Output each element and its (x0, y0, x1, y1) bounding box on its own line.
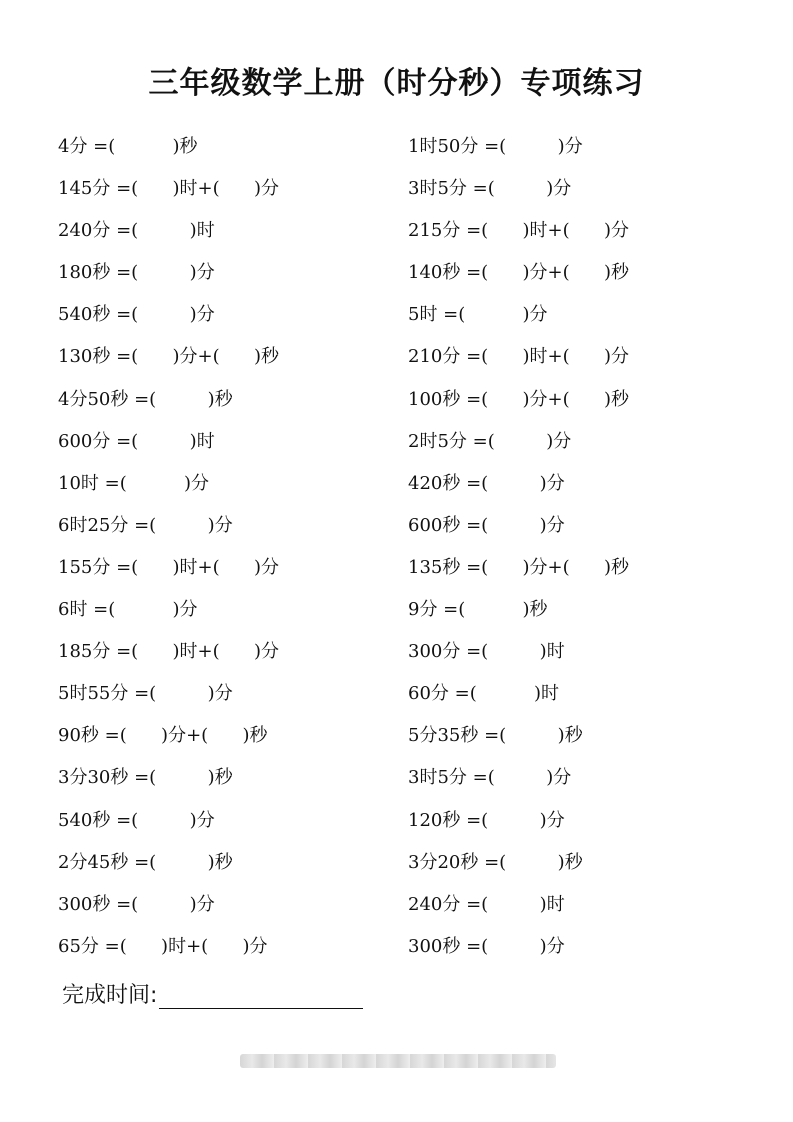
question-text: 420秒 =( )分 (408, 472, 565, 494)
question-item (58, 294, 279, 336)
question-text: 3分20秒 =( )秒 (408, 851, 583, 873)
page-title: 三年级数学上册（时分秒）专项练习 (148, 66, 645, 101)
question-text: 140秒 =( )分+( )秒 (408, 262, 629, 284)
question-item (408, 715, 629, 757)
question-item (408, 673, 629, 715)
question-text: 100秒 =( )分+( )秒 (408, 388, 629, 410)
question-item (408, 379, 629, 421)
question-text: 3时5分 =( )分 (408, 178, 572, 200)
question-text: 300秒 =( )分 (58, 893, 215, 915)
question-item (408, 252, 629, 294)
question-item (408, 210, 629, 252)
question-item (58, 589, 279, 631)
question-item (58, 252, 279, 294)
question-text: 600秒 =( )分 (408, 514, 565, 536)
question-text: 300秒 =( )分 (408, 935, 565, 957)
question-text: 65分 =( )时+( )分 (58, 935, 268, 957)
question-item (408, 547, 629, 589)
question-text: 3时5分 =( )分 (408, 767, 572, 789)
question-text: 120秒 =( )分 (408, 809, 565, 831)
question-text: 540秒 =( )分 (58, 304, 215, 326)
question-text: 6时25分 =( )分 (58, 514, 233, 536)
question-item (408, 463, 629, 505)
question-text: 5时55分 =( )分 (58, 683, 233, 705)
question-text: 135秒 =( )分+( )秒 (408, 556, 629, 578)
blurred-watermark (240, 1054, 556, 1068)
question-text: 210分 =( )时+( )分 (408, 346, 629, 368)
completion-time-blank[interactable] (159, 984, 363, 1009)
question-item (408, 421, 629, 463)
question-item (408, 589, 629, 631)
question-item (408, 884, 629, 926)
question-item (58, 673, 279, 715)
question-text: 145分 =( )时+( )分 (58, 178, 279, 200)
question-text: 4分50秒 =( )秒 (58, 388, 233, 410)
question-item (58, 168, 279, 210)
question-item (408, 336, 629, 378)
question-item (408, 842, 629, 884)
question-text: 9分 =( )秒 (408, 599, 548, 621)
question-text: 600分 =( )时 (58, 430, 215, 452)
question-text: 240分 =( )时 (58, 220, 215, 242)
question-text: 5分35秒 =( )秒 (408, 725, 583, 747)
question-text: 5时 =( )分 (408, 304, 548, 326)
left-question-column (58, 126, 279, 968)
question-item (408, 126, 629, 168)
question-item (408, 168, 629, 210)
question-text: 60分 =( )时 (408, 683, 559, 705)
question-item (58, 631, 279, 673)
question-item (58, 926, 279, 968)
question-text: 155分 =( )时+( )分 (58, 556, 279, 578)
question-text: 130秒 =( )分+( )秒 (58, 346, 279, 368)
question-item (58, 884, 279, 926)
question-text: 90秒 =( )分+( )秒 (58, 725, 268, 747)
question-item (58, 547, 279, 589)
question-text: 540秒 =( )分 (58, 809, 215, 831)
question-item (58, 715, 279, 757)
question-item (58, 379, 279, 421)
question-text: 2时5分 =( )分 (408, 430, 572, 452)
question-item (58, 842, 279, 884)
question-item (58, 126, 279, 168)
question-text: 2分45秒 =( )秒 (58, 851, 233, 873)
question-text: 180秒 =( )分 (58, 262, 215, 284)
question-text: 3分30秒 =( )秒 (58, 767, 233, 789)
question-text: 1时50分 =( )分 (408, 136, 583, 157)
question-item (58, 800, 279, 842)
question-item (58, 757, 279, 799)
question-item (408, 926, 629, 968)
completion-time-row (62, 978, 363, 1009)
question-item (58, 421, 279, 463)
question-item (408, 800, 629, 842)
question-text: 300分 =( )时 (408, 641, 565, 663)
question-text: 6时 =( )分 (58, 599, 198, 621)
question-item (408, 505, 629, 547)
question-item (58, 210, 279, 252)
question-item (58, 505, 279, 547)
question-text: 240分 =( )时 (408, 893, 565, 915)
question-item (58, 463, 279, 505)
question-item (408, 757, 629, 799)
question-text: 185分 =( )时+( )分 (58, 641, 279, 663)
completion-time-label: 完成时间: (62, 983, 158, 1008)
question-text: 10时 =( )分 (58, 472, 209, 494)
question-item (58, 336, 279, 378)
right-question-column (408, 126, 629, 968)
question-item (408, 631, 629, 673)
question-item (408, 294, 629, 336)
question-text: 4分 =( )秒 (58, 136, 198, 157)
question-text: 215分 =( )时+( )分 (408, 220, 629, 242)
